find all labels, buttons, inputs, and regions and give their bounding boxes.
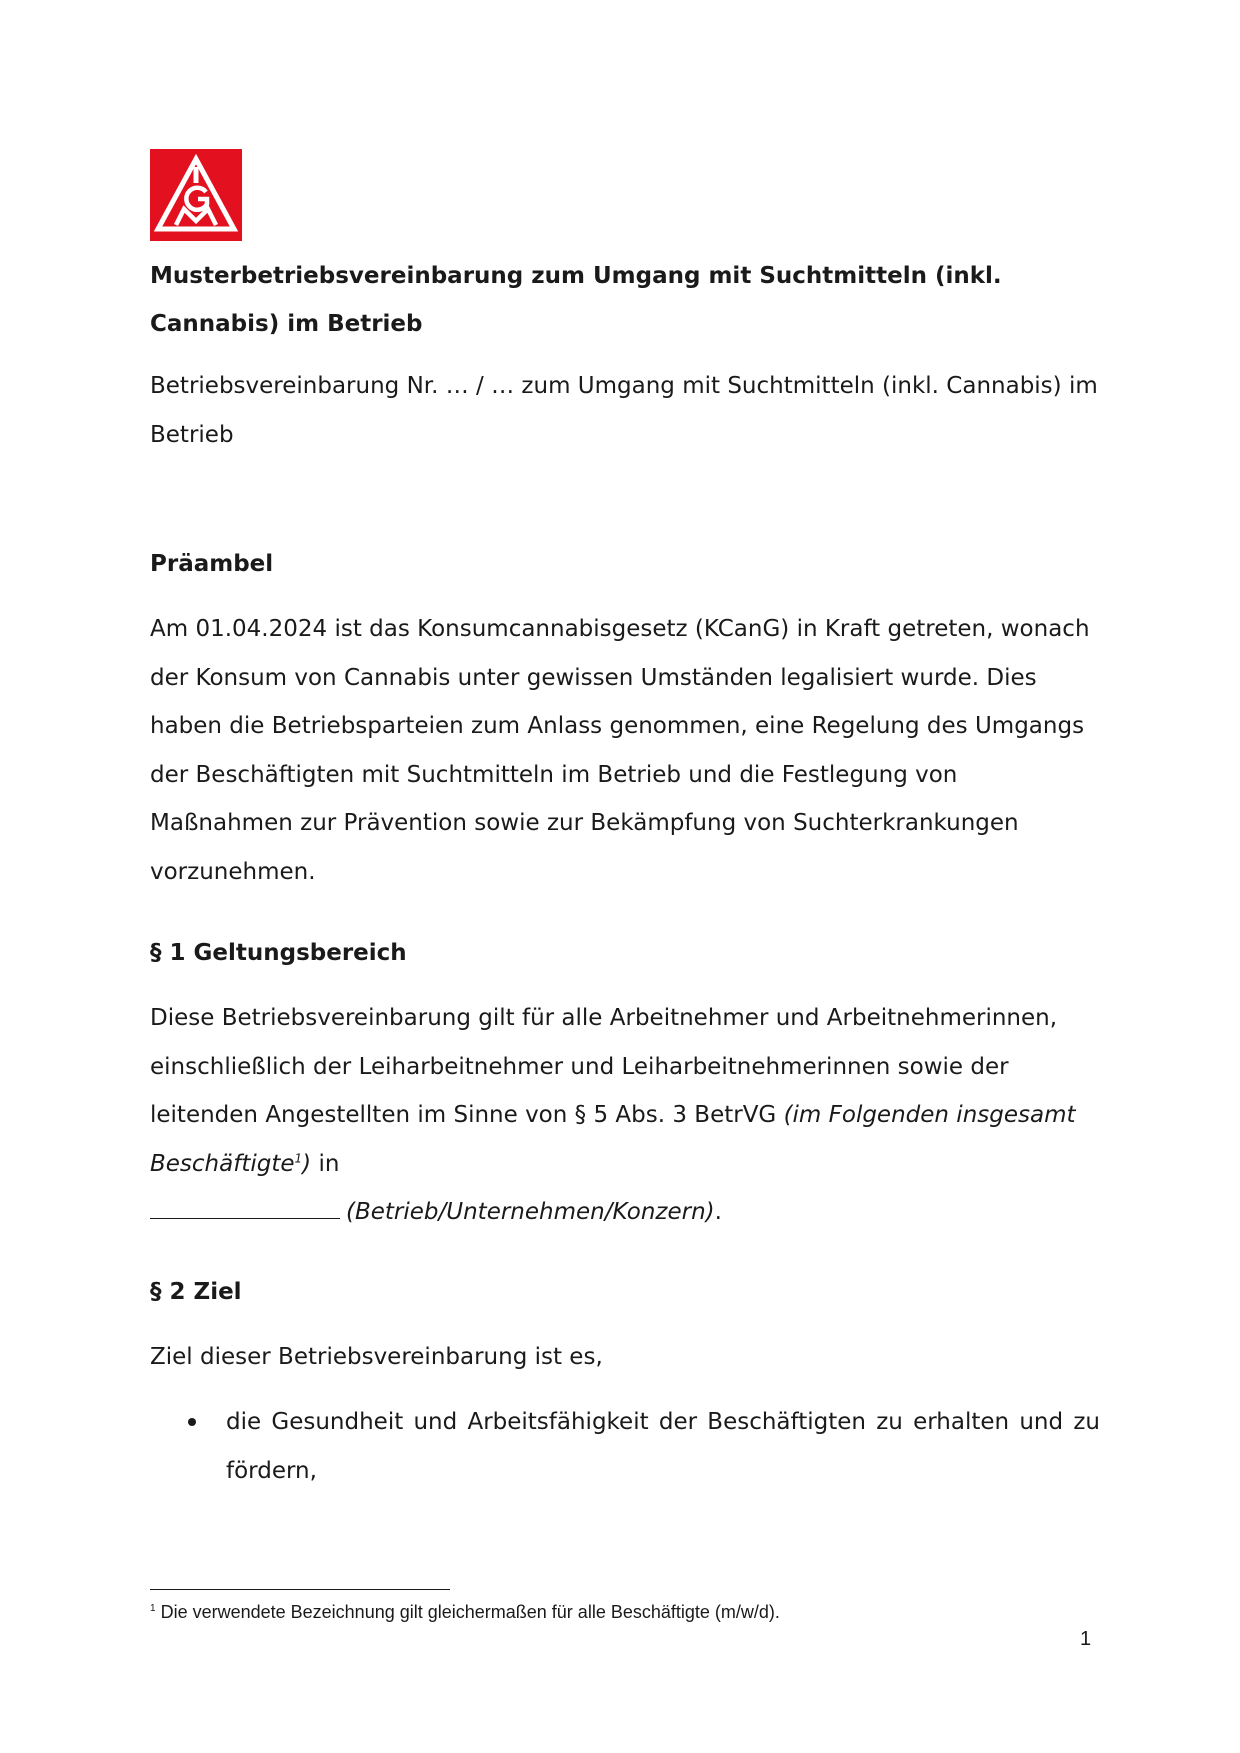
section-1-heading: § 1 Geltungsbereich [150,940,407,966]
footnote-text: Die verwendete Bezeichnung gilt gleichermaßen für alle Beschäftigte (m/w/d). [160,1602,780,1622]
list-item-text: die Gesundheit und Arbeitsfähigkeit der Beschäftigten zu erhalten und zu fördern, [226,1409,1100,1484]
agreement-number-line: Betriebsvereinbarung Nr. … / … zum Umgang mit Suchtmitteln (inkl. Cannabis) im Betrieb [150,373,1098,448]
fill-in-blank [150,1194,340,1219]
section-2-goal-list [150,1398,1100,1495]
section-1-in: in [318,1150,340,1177]
footnote [150,1598,1050,1626]
preamble-text: Am 01.04.2024 ist das Konsumcannabisgesetz (KCanG) in Kraft getreten, wonach der Konsum von Cannabis unter gewissen Umständen legalisiert wurde. Dies haben die Betriebsparteien zum Anlass genommen, eine Regelung des Umgangs der Beschäftigten mit Suchtmitteln im Betrieb und die Festlegung von Maßnahmen zur Prävention sowie zur Bekämpfung von Suchterkrankungen vorzunehmen. [150,616,1090,885]
footnote-separator [150,1589,450,1590]
ig-metall-logo-icon [150,149,242,241]
footnote-number: 1 [150,1603,156,1614]
footnote-reference: 1 [294,1150,303,1165]
page-number: 1 [1080,1628,1092,1650]
section-2-heading: § 2 Ziel [150,1279,242,1305]
section-1-italic-note: (im Folgenden insgesamt Beschäftigte$^1$) [150,1102,1076,1177]
preamble-heading: Präambel [150,551,274,577]
document-title: Musterbetriebsvereinbarung zum Umgang mit Suchtmitteln (inkl. Cannabis) im Betrieb [150,263,1002,337]
preamble-paragraph [150,605,1100,896]
section-1-paragraph [150,994,1100,1237]
section-1-period: . [714,1199,722,1225]
section-1-text: Diese Betriebsvereinbarung gilt für alle Arbeitnehmer und Arbeitnehmerinnen, einschließlich der Leiharbeitnehmer und Leiharbeitnehmerinnen sowie der leitenden Angestellten im Sinne von § 5 Abs. 3 BetrVG [150,1005,1058,1128]
section-1-scope-note: (Betrieb/Unternehmen/Konzern) [346,1199,715,1225]
section-2-intro: Ziel dieser Betriebsvereinbarung ist es, [150,1344,603,1370]
list-item [150,1398,1100,1495]
